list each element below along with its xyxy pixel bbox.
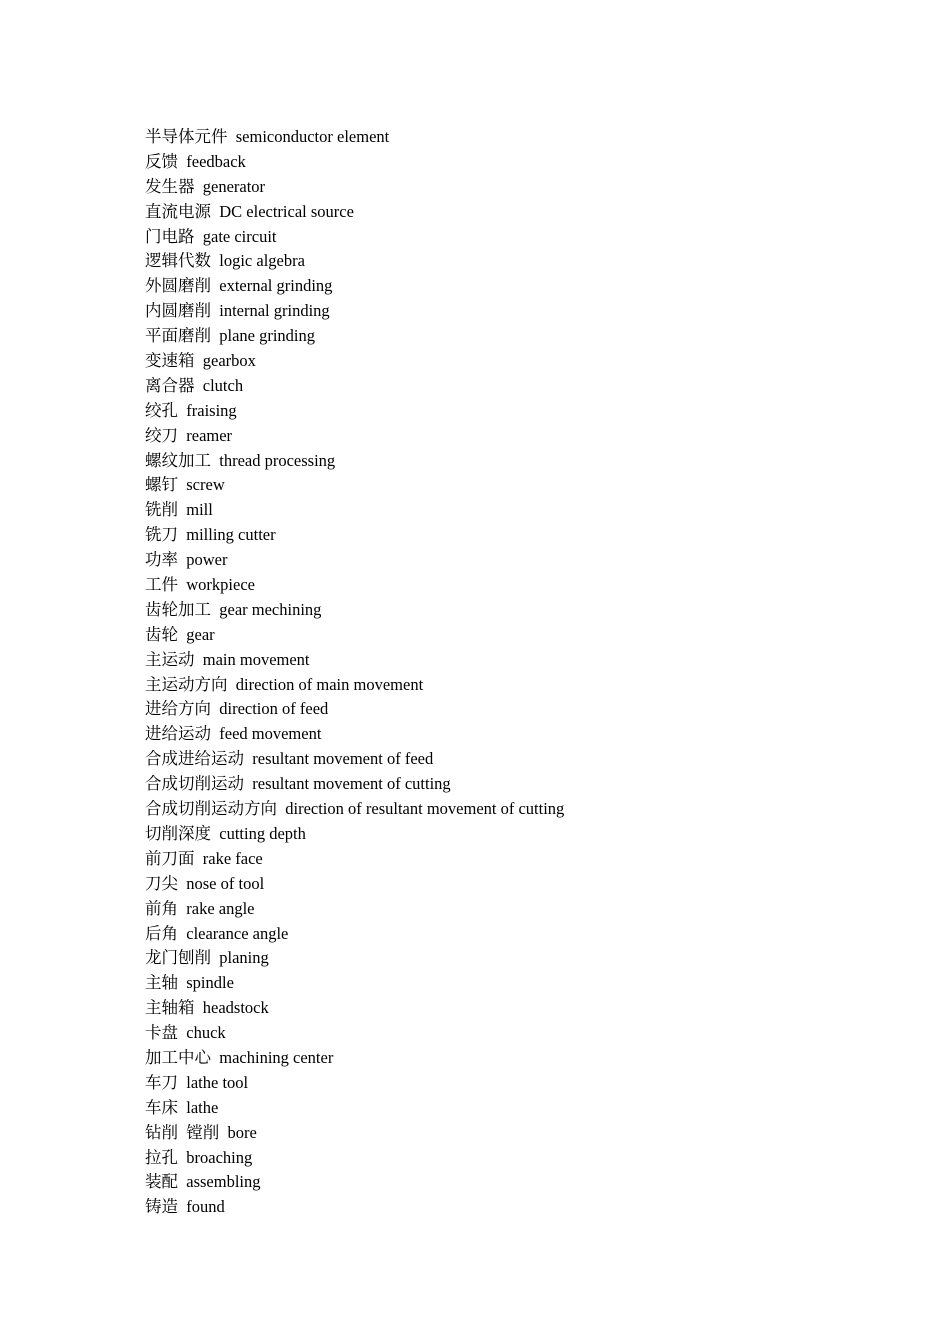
glossary-entry: 齿轮 gear [145, 624, 215, 644]
glossary-entry: 逻辑代数 logic algebra [145, 251, 305, 271]
glossary-entry: 绞刀 reamer [145, 425, 233, 445]
glossary-entry: 钻削 镗削 bore [145, 1122, 257, 1142]
glossary-entry: 车刀 lathe tool [145, 1072, 249, 1092]
glossary-entry: 铣刀 milling cutter [145, 525, 276, 545]
glossary-entry: 加工中心 machining center [145, 1047, 334, 1067]
glossary-entry: 拉孔 broaching [145, 1147, 253, 1167]
glossary-entry: 主运动 main movement [145, 649, 310, 669]
glossary-list [145, 125, 564, 1220]
glossary-entry: 卡盘 chuck [145, 1023, 226, 1043]
glossary-entry: 内圆磨削 internal grinding [145, 301, 330, 321]
glossary-entry: 前角 rake angle [145, 898, 255, 918]
glossary-entry: 铸造 found [145, 1197, 225, 1217]
glossary-entry: 反馈 feedback [145, 151, 246, 171]
glossary-entry: 螺钉 screw [145, 475, 225, 495]
glossary-entry: 合成进给运动 resultant movement of feed [145, 749, 434, 769]
glossary-entry: 门电路 gate circuit [145, 226, 277, 246]
glossary-entry: 主轴 spindle [145, 973, 234, 993]
glossary-entry: 平面磨削 plane grinding [145, 326, 316, 346]
glossary-entry: 进给方向 direction of feed [145, 699, 329, 719]
glossary-entry: 前刀面 rake face [145, 848, 263, 868]
glossary-entry: 直流电源 DC electrical source [145, 201, 354, 221]
glossary-entry: 螺纹加工 thread processing [145, 450, 336, 470]
glossary-entry: 车床 lathe [145, 1097, 219, 1117]
glossary-entry: 合成切削运动方向 direction of resultant movement of cutting [145, 799, 565, 819]
glossary-entry: 主轴箱 headstock [145, 998, 269, 1018]
glossary-entry: 发生器 generator [145, 176, 266, 196]
glossary-entry: 功率 power [145, 550, 228, 570]
glossary-entry: 半导体元件 semiconductor element [145, 127, 390, 146]
glossary-entry: 齿轮加工 gear mechining [145, 599, 322, 619]
glossary-entry: 装配 assembling [145, 1172, 261, 1192]
glossary-entry: 铣削 mill [145, 500, 213, 520]
glossary-entry: 合成切削运动 resultant movement of cutting [145, 774, 451, 794]
glossary-entry: 后角 clearance angle [145, 923, 289, 943]
glossary-entry: 工件 workpiece [145, 575, 255, 595]
glossary-entry: 离合器 clutch [145, 375, 244, 395]
glossary-entry: 绞孔 fraising [145, 400, 237, 420]
glossary-entry: 进给运动 feed movement [145, 724, 322, 744]
glossary-entry: 变速箱 gearbox [145, 351, 256, 371]
glossary-entry: 龙门刨削 planing [145, 948, 269, 968]
glossary-entry: 主运动方向 direction of main movement [145, 674, 424, 694]
glossary-entry: 切削深度 cutting depth [145, 823, 306, 843]
glossary-entry: 刀尖 nose of tool [145, 873, 265, 893]
glossary-entry: 外圆磨削 external grinding [145, 276, 333, 296]
